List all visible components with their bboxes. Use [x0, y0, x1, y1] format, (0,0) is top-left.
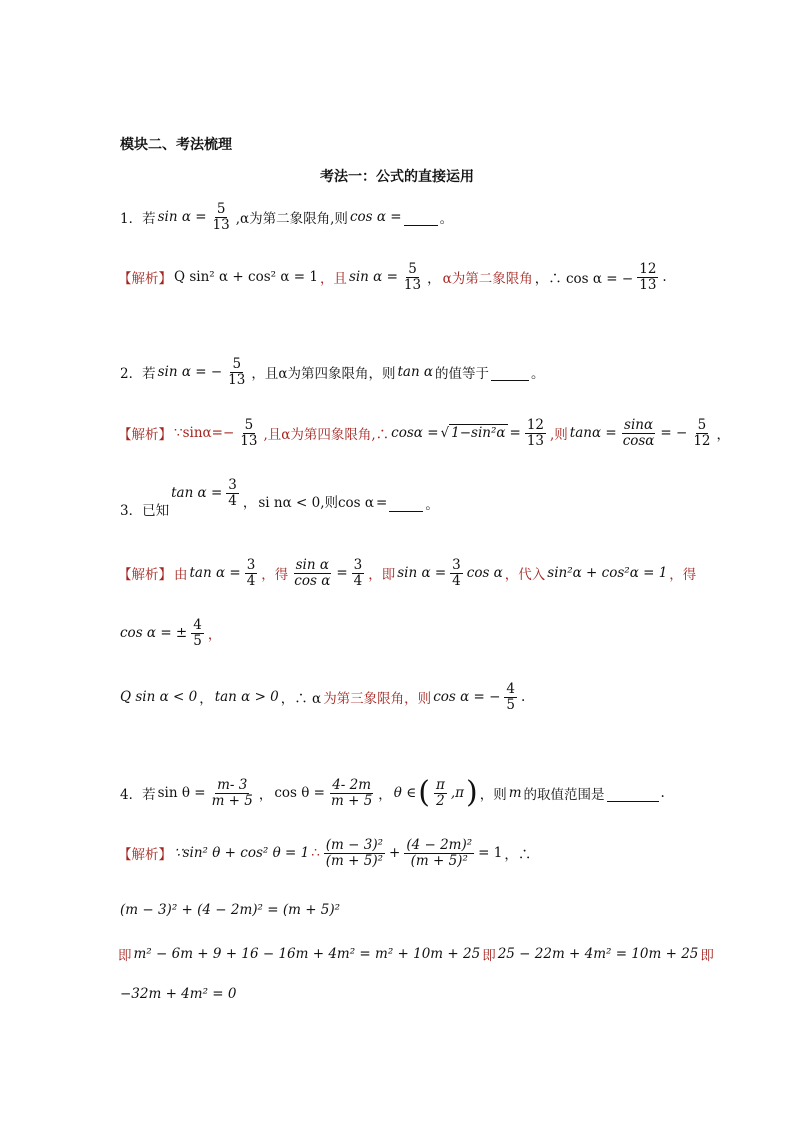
q2-expr: sin α = −	[157, 364, 223, 381]
analysis-tag: 【解析】	[118, 567, 172, 584]
q2-blank	[491, 364, 529, 381]
a1-fraction: $\frac{5}{13}$	[403, 261, 422, 293]
a4c-expr-2: 25 − 22m + 4m² = 10m + 25	[497, 946, 699, 962]
q4-then: ，则	[479, 787, 507, 804]
q4-blank	[607, 785, 659, 802]
a3c-quadrant: 为第三象限角，则	[323, 691, 432, 708]
q1-mid: ,α为第二象限角,则	[235, 211, 348, 228]
a4-eq: = 1	[478, 845, 503, 862]
question-4	[120, 775, 665, 811]
q4-theta: θ ∈	[393, 785, 417, 802]
q2-end: 。	[531, 366, 545, 383]
a3-sin: sin α =	[397, 565, 447, 582]
a1-fraction-2: $\frac{12}{13}$	[639, 261, 657, 293]
a2-fraction-4: $\frac{5}{12}$	[693, 417, 711, 449]
a4c-ji-3: 即	[700, 948, 714, 964]
section-title: 模块二、考法梳理	[120, 137, 232, 153]
a1-identity: Q sin² α + cos² α = 1	[174, 269, 318, 286]
a4c-ji-2: 即	[482, 948, 496, 964]
a2-quadrant: ,且α为第四象限角,∴	[263, 427, 390, 444]
a4-fraction-2: $\frac{\text{(4 − 2m)²}}{\text{(m + 5)²}}$	[406, 837, 473, 869]
a3-fraction: $\frac{3}{4}$	[246, 557, 256, 589]
q1-tail: cos α =	[349, 209, 402, 226]
a2-fraction-2: $\frac{12}{13}$	[526, 417, 544, 449]
a2-fraction: $\frac{5}{13}$	[240, 417, 258, 449]
q4-sin: sin θ =	[157, 785, 206, 802]
answer-4-step-2	[118, 944, 714, 964]
q4-end: .	[660, 785, 665, 802]
answer-3-conclusion	[120, 682, 525, 713]
a4-therefore: ∴	[311, 845, 320, 862]
q3-prefix: 3．已知	[120, 503, 170, 520]
right-paren: )	[465, 775, 478, 811]
a3-fraction-4: $\frac{3}{4}$	[452, 557, 461, 589]
a1-period: .	[662, 269, 667, 286]
q3-end: 。	[425, 497, 439, 514]
q2-tail: 的值等于	[435, 366, 490, 383]
question-1	[120, 202, 453, 233]
a3-identity: sin²α + cos²α = 1	[547, 565, 668, 582]
a3b-comma: ，	[207, 627, 222, 644]
a3c-sin: Q sin α < 0	[120, 689, 198, 706]
q4-pi: ,π	[450, 785, 464, 802]
a4-therefore-2: ，∴	[504, 847, 532, 864]
a1-sin: sin α =	[348, 269, 398, 286]
q4-tail: 的取值范围是	[523, 787, 605, 804]
q4-prefix: 4．若	[120, 787, 156, 804]
a2-tan: tanα =	[569, 425, 617, 442]
answer-1	[118, 262, 667, 293]
a4c-expr-1: m² − 6m + 9 + 16 − 16m + 4m² = m² + 10m + 25	[133, 946, 481, 962]
a3-get: ，得	[261, 567, 289, 584]
a3-eq: =	[336, 565, 348, 582]
answer-4	[118, 838, 531, 869]
a3-ie: ，即	[368, 567, 396, 584]
q4-fraction: $\frac{m- 3}{m + 5}$	[211, 777, 253, 809]
q3-mid: ，	[242, 495, 257, 512]
q1-prefix: 1．若	[120, 211, 156, 228]
q4-fraction-2: $\frac{4- 2m}{m + 5}$	[331, 777, 373, 809]
a3-cos: cos α	[466, 565, 503, 582]
q3-cond: si nα < 0,则cos α	[258, 495, 375, 512]
analysis-tag: 【解析】	[118, 271, 172, 288]
a4c-ji-1: 即	[118, 948, 132, 964]
a3-fraction-3: $\frac{3}{4}$	[353, 557, 363, 589]
answer-2	[118, 418, 730, 449]
q3-blank	[389, 495, 423, 512]
question-3	[120, 477, 439, 520]
q3-eq: =	[376, 495, 388, 512]
q1-expr: sin α =	[157, 209, 207, 226]
a1-quadrant: α为第二象限角	[442, 271, 533, 288]
a4-identity: ∵sin² θ + cos² θ = 1	[174, 845, 310, 862]
a4-plus: +	[389, 845, 401, 862]
a3c-comma: ，	[199, 691, 213, 708]
a2-eq: =	[509, 425, 521, 442]
q4-comma-2: ，	[378, 787, 392, 804]
a3b-fraction: $\frac{4}{5}$	[193, 617, 202, 649]
a2-fraction-3: $\frac{\sin\alpha}{\cos\alpha}$	[622, 417, 655, 449]
q1-end: 。	[439, 211, 454, 228]
answer-4-step-3: −32m + 4m² = 0	[120, 986, 237, 1002]
left-paren: (	[418, 775, 430, 811]
a3b-cos: cos α = ±	[120, 625, 188, 642]
a3-tan: tan α =	[189, 565, 241, 582]
a3-get-2: ，得	[669, 567, 697, 584]
q1-fraction: $\frac{5}{13}$	[212, 201, 230, 233]
a2-eq-2: = −	[660, 425, 688, 442]
a2-sqrt: √ 1−sin²α	[440, 425, 506, 442]
answer-3-result	[120, 618, 221, 649]
a4-fraction: $\frac{\text{(m − 3)²}}{\text{(m + 5)²}}$	[325, 837, 384, 869]
a2-then: ,则	[550, 427, 568, 444]
a3c-fraction: $\frac{4}{5}$	[506, 681, 516, 713]
a1-comma: ，	[427, 271, 441, 288]
q1-blank	[404, 209, 438, 226]
a1-cos: ，∴ cos α = −	[534, 271, 634, 288]
a3-from: 由	[174, 567, 188, 584]
a3c-therefore: ，∴ α	[280, 691, 322, 708]
q4-comma: ，	[258, 787, 273, 804]
a3c-cos: cos α = −	[433, 689, 501, 706]
q2-tan: tan α	[397, 364, 434, 381]
a3c-tan: tan α > 0	[214, 689, 279, 706]
a2-cos: cosα =	[391, 425, 439, 442]
q3-expr: tan α =	[171, 485, 223, 502]
question-2	[120, 357, 545, 388]
a3c-period: .	[521, 689, 526, 706]
a2-comma: ，	[716, 427, 731, 444]
a1-and: ，且	[319, 271, 347, 288]
a2-given: ∵sinα=−	[174, 425, 235, 442]
q4-var: m	[508, 785, 522, 802]
q2-mid: ，且α为第四象限角，则	[251, 366, 396, 383]
answer-4-step-1: (m − 3)² + (4 − 2m)² = (m + 5)²	[120, 902, 341, 918]
q3-fraction: $\frac{3}{4}$	[228, 477, 237, 509]
a3-substitute: ，代入	[504, 567, 546, 584]
q4-cos: cos θ =	[274, 785, 325, 802]
q2-prefix: 2．若	[120, 366, 156, 383]
analysis-tag: 【解析】	[118, 847, 172, 864]
method-title: 考法一：公式的直接运用	[320, 169, 474, 185]
q4-fraction-3: $\frac{\pi}{2}$	[435, 777, 445, 809]
answer-3	[118, 558, 696, 589]
analysis-tag: 【解析】	[118, 427, 172, 444]
q2-fraction: $\frac{5}{13}$	[228, 356, 246, 388]
a3-fraction-2: $\frac{\text{sin α}}{\text{cos α}}$	[294, 557, 331, 589]
